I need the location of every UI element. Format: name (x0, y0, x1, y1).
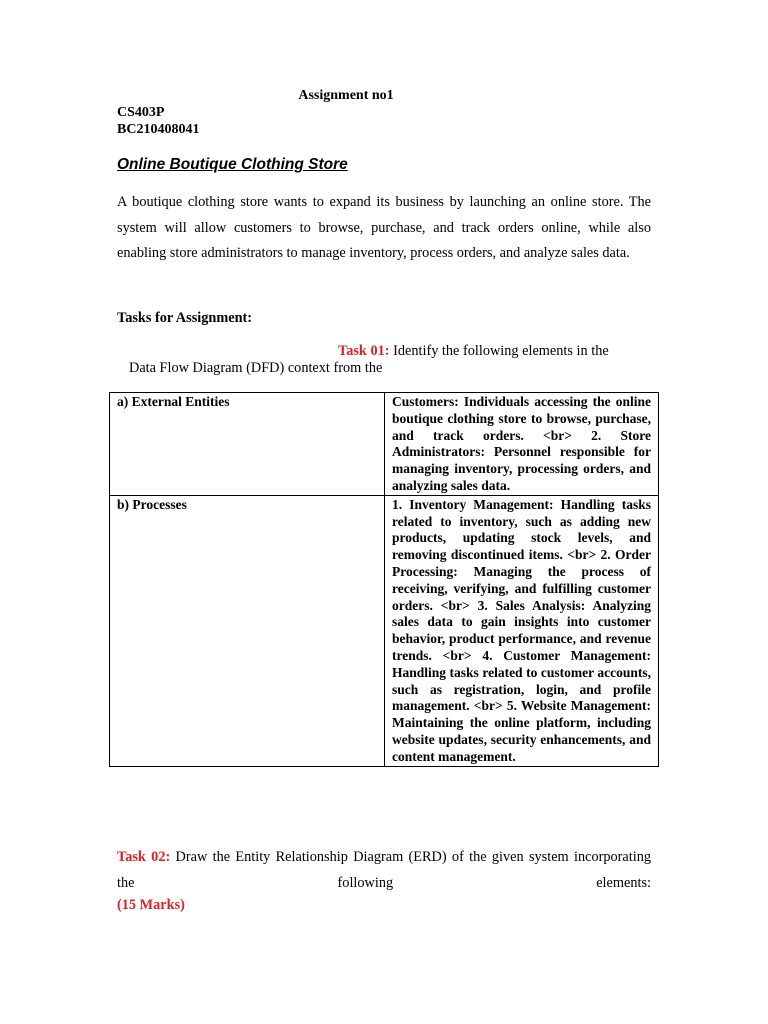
assignment-title: Assignment no1 (298, 88, 394, 103)
task-02-marks: (15 Marks) (117, 897, 185, 913)
document-subtitle: Online Boutique Clothing Store (117, 156, 348, 173)
table-row-content: Customers: Individuals accessing the online boutique clothing store to browse, purchase, and track orders. <br> 2. Store Administrators: Personnel responsible for managing inventory, processing orders, and analyzing sales data. (385, 393, 659, 496)
task-01-line (338, 343, 609, 360)
course-code: CS403P (117, 105, 165, 120)
task-02-text: Draw the Entity Relationship Diagram (ERD) of the given system incorporating the following elements: (117, 849, 651, 891)
intro-paragraph: A boutique clothing store wants to expand its business by launching an online store. The system will allow customers to browse, purchase, and track orders online, while also enabling store administrators to manage inventory, process orders, and analyze sales data. (117, 194, 651, 261)
tasks-heading: Tasks for Assignment: (117, 310, 253, 326)
task-02-paragraph (117, 845, 651, 896)
table-row-content: 1. Inventory Management: Handling tasks related to inventory, such as adding new products, updating stock levels, and removing discontinued items. <br> 2. Order Processing: Managing the process of receiving, verifying, and fulfilling customer orders. <br> 3. Sales Analysis: Analyzing sales data to gain insights into customer behavior, product performance, and revenue trends. <br> 4. Customer Management: Handling tasks related to customer accounts, such as registration, login, and profile management. <br> 5. Website Management: Maintaining the online platform, including website updates, security enhancements, and content management. (385, 495, 659, 766)
task-01-continuation: Data Flow Diagram (DFD) context from the (129, 360, 383, 376)
table-row (110, 495, 659, 766)
table-row-label: b) Processes (110, 495, 385, 766)
student-id: BC210408041 (117, 122, 200, 137)
task-01-text: Identify the following elements in the (389, 343, 609, 359)
dfd-elements-table (109, 392, 659, 767)
table-row (110, 393, 659, 496)
task-02-label: Task 02: (117, 849, 171, 865)
table-row-label: a) External Entities (110, 393, 385, 496)
task-01-label: Task 01: (338, 343, 390, 359)
